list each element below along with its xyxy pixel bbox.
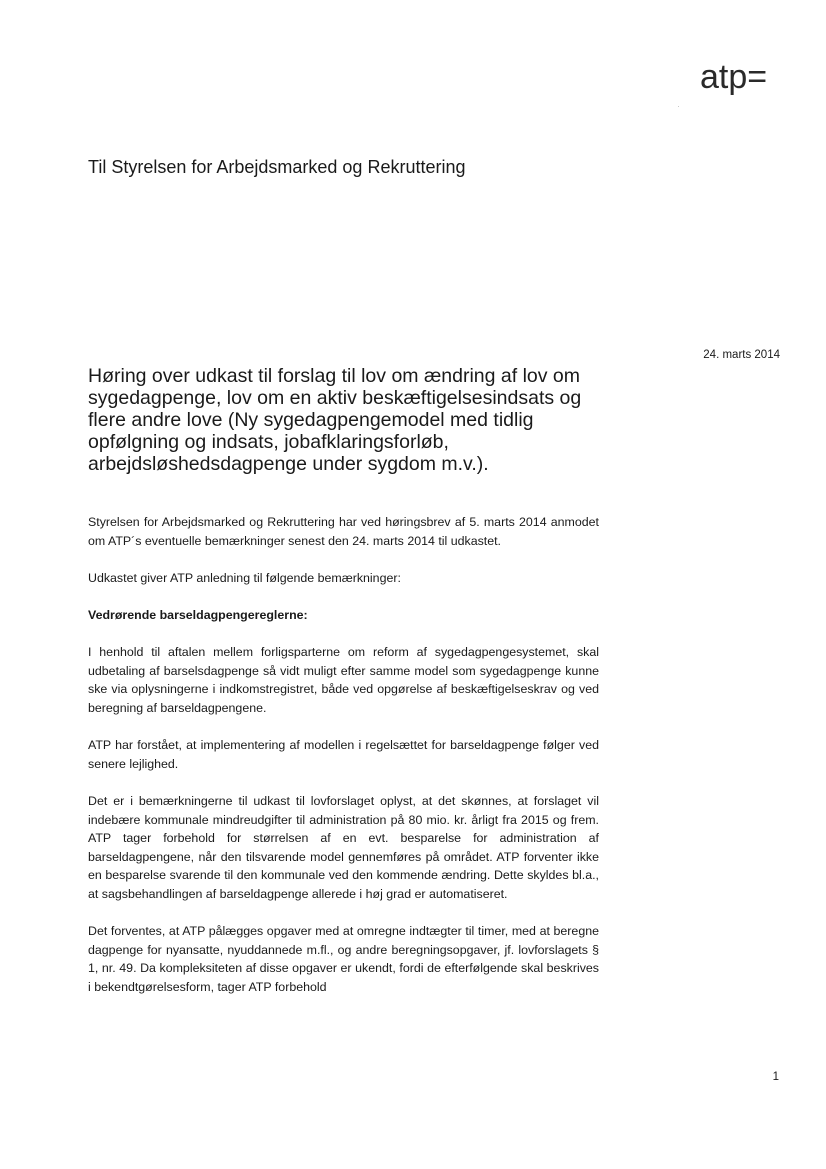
- body-paragraph: Det forventes, at ATP pålægges opgaver med at omregne indtægter til timer, med at beregne dagpenge for nyansatte, nyuddannede m.fl., og andre beregningsopgaver, jf. lovforslagets § 1, nr. 49. Da kompleksiteten af disse opgaver er ukendt, fordi de efterfølgende skal beskrives i bekendtgørelsesform, tager ATP forbehold: [88, 924, 599, 994]
- title-line: flere andre love (Ny sygedagpengemodel med tidlig: [88, 409, 534, 431]
- title-line: Høring over udkast til forslag til lov om ændring af lov om: [88, 365, 581, 387]
- title-line: arbejdsløshedsdagpenge under sygdom m.v.).: [88, 453, 489, 475]
- body-paragraph: Udkastet giver ATP anledning til følgende bemærkninger:: [88, 570, 401, 585]
- section-heading: Vedrørende barseldagpengereglerne:: [88, 607, 308, 622]
- body-paragraph: I henhold til aftalen mellem forligsparterne om reform af sygedagpengesystemet, skal udbetaling af barselsdagpenge så vidt muligt efter samme model som sygedagpenge kunne ske via oplysningerne i indkomstregistret, både ved opgørelse af beskæftigelseskrav og ved beregning af barseldagpengene.: [88, 645, 599, 715]
- letter-date: 24. marts 2014: [703, 349, 780, 361]
- scan-speck: [678, 106, 679, 107]
- body-paragraph: Det er i bemærkningerne til udkast til lovforslaget oplyst, at det skønnes, at forslaget vil indebære kommunale mindreudgifter til administration på 80 mio. kr. årligt fra 2015 og frem. ATP tager forbehold for størrelsen af en evt. besparelse for administration af barseldagpengene, når den tilsvarende model gennemføres på området. ATP forventer ikke en besparelse svarende til den kommunale ved den kommende ændring. Dette skyldes bl.a., at sagsbehandlingen af barseldagpenge allerede i høj grad er automatiseret.: [88, 793, 599, 901]
- body-paragraph: Styrelsen for Arbejdsmarked og Rekruttering har ved høringsbrev af 5. marts 2014 anmodet om ATP´s eventuelle bemærkninger senest den 24. marts 2014 til udkastet.: [88, 515, 599, 548]
- atp-logo: atp=: [700, 58, 768, 96]
- title-line: sygedagpenge, lov om en aktiv beskæftigelsesindsats og: [88, 387, 582, 409]
- page-number: 1: [772, 1071, 779, 1083]
- letter-title: [88, 365, 608, 475]
- title-line: opfølgning og indsats, jobafklaringsforløb,: [88, 431, 449, 453]
- body-paragraph: ATP har forstået, at implementering af modellen i regelsættet for barseldagpenge følger ved senere lejlighed.: [88, 738, 599, 771]
- recipient-line: Til Styrelsen for Arbejdsmarked og Rekruttering: [88, 157, 466, 177]
- letter-body: [88, 513, 599, 1015]
